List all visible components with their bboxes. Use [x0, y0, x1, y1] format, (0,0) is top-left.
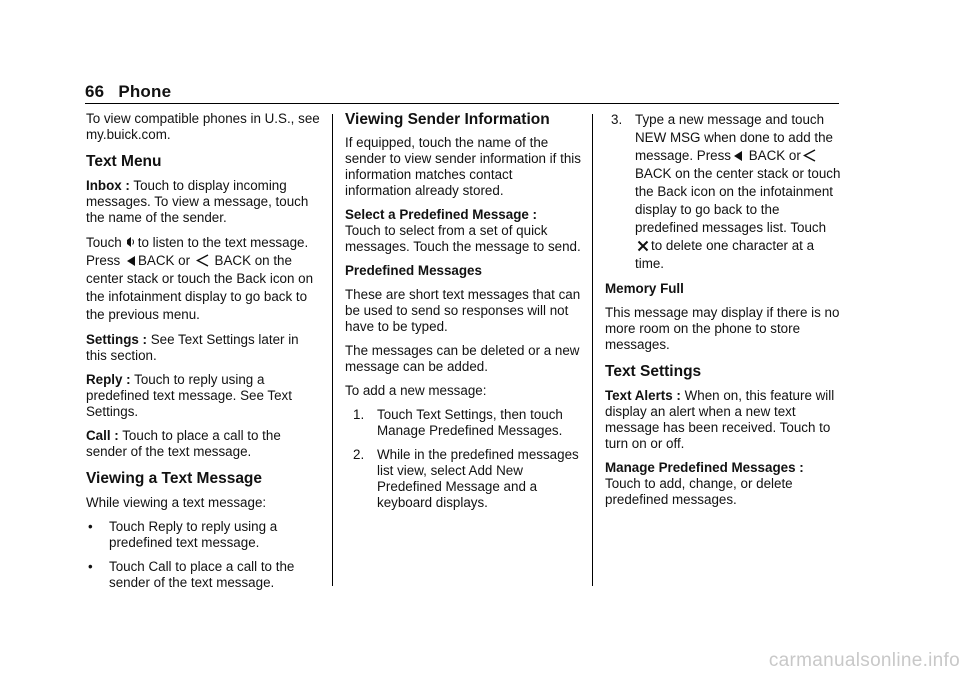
step-text: Touch Text Settings, then touch Manage Predefined Messages.: [377, 407, 563, 438]
column-1: [86, 111, 320, 599]
column-2: [345, 111, 581, 519]
predefined-paragraph-1: These are short text messages that can be used to send so responses will not have to be typed.: [345, 287, 581, 334]
manage-paragraph: [605, 460, 841, 508]
column-3: [605, 111, 841, 516]
back-chevron-icon: [803, 149, 816, 162]
step3-text-d: Touch: [790, 220, 827, 235]
step-text: While in the predefined messages list view, select Add New Predefined Message and a keyboard displays.: [377, 447, 579, 510]
inbox-listen-text: to listen to the text message. Press: [86, 235, 309, 268]
step-item: [605, 111, 841, 273]
bullet-item: [86, 519, 320, 551]
delete-x-icon: [637, 240, 649, 252]
alerts-text: When on, this feature will display an alert when a new text message has been received. Touch to turn on or off.: [605, 388, 835, 451]
select-text: Touch to select from a set of quick messages. Touch the message to send.: [345, 223, 581, 254]
heading-viewing-text-message: Viewing a Text Message: [86, 470, 263, 487]
settings-text: See Text Settings later in this section.: [86, 332, 299, 363]
predefined-label: Predefined Messages: [345, 263, 482, 278]
call-text: Touch to place a call to the sender of the text message.: [86, 428, 281, 459]
reply-text: Touch to reply using a predefined text message. See Text Settings.: [86, 372, 292, 419]
bullet-item: [86, 559, 320, 591]
inbox-continued-paragraph: [86, 234, 320, 324]
speaker-icon: [124, 235, 136, 249]
call-paragraph: [86, 428, 320, 460]
heading-text-menu: Text Menu: [86, 153, 162, 170]
step-item: [345, 407, 581, 439]
manage-label: Manage Predefined Messages :: [605, 460, 804, 475]
step3-text-a: Type a new message and touch NEW MSG when done to add the message. Press: [635, 112, 833, 163]
step-item: [345, 447, 581, 511]
column-divider-1: [332, 114, 333, 586]
select-paragraph: [345, 207, 581, 255]
step-number: 2.: [353, 447, 365, 462]
page-number: 66: [85, 82, 105, 101]
alerts-label: Text Alerts :: [605, 388, 681, 403]
watermark: carmanualsonline.info: [768, 650, 960, 671]
back-chevron-icon: [196, 254, 209, 267]
reply-paragraph: [86, 372, 320, 420]
step3-text-e: to delete one character at a time.: [635, 238, 815, 271]
header-rule: [85, 103, 839, 104]
column-divider-2: [592, 114, 593, 586]
page-header: [85, 82, 839, 102]
compat-paragraph: To view compatible phones in U.S., see my.buick.com.: [86, 111, 320, 142]
settings-paragraph: [86, 332, 320, 364]
select-label: Select a Predefined Message :: [345, 207, 538, 222]
add-intro: To add a new message:: [345, 383, 487, 398]
bullet-text: Touch Call to place a call to the sender of the text message.: [109, 559, 295, 590]
memory-full-label: Memory Full: [605, 281, 684, 296]
viewing-intro: While viewing a text message:: [86, 495, 267, 510]
call-label: Call :: [86, 428, 119, 443]
section-title: Phone: [118, 82, 172, 101]
heading-sender-information: Viewing Sender Information: [345, 111, 550, 128]
step-number: 1.: [353, 407, 365, 422]
inbox-back-text: BACK or: [137, 253, 191, 268]
inbox-label: Inbox :: [86, 178, 130, 193]
step3-text-b: BACK or: [748, 148, 801, 163]
reply-label: Reply :: [86, 372, 131, 387]
step3-text-c: BACK on the center stack or touch the Back icon on the infotainment display to go back to the predefined messages list.: [635, 166, 841, 235]
bullet-dot: •: [88, 519, 93, 534]
sender-paragraph: If equipped, touch the name of the sender to view sender information if this information matches contact information already stored.: [345, 135, 581, 198]
memory-full-paragraph: This message may display if there is no more room on the phone to store messages.: [605, 305, 840, 352]
inbox-touch-text: Touch: [86, 235, 122, 250]
step-number: 3.: [611, 112, 623, 127]
alerts-paragraph: [605, 388, 841, 452]
bullet-dot: •: [88, 559, 93, 574]
inbox-back-center-text: BACK on the center stack or touch the Back icon on the infotainment display to go back to the previous menu.: [86, 253, 314, 322]
heading-text-settings: Text Settings: [605, 363, 702, 380]
inbox-text: Touch to display incoming messages. To view a message, touch the name of the sender.: [86, 178, 309, 225]
bullet-text: Touch Reply to reply using a predefined text message.: [109, 519, 278, 550]
back-triangle-icon: [733, 150, 743, 162]
predefined-paragraph-2: The messages can be deleted or a new message can be added.: [345, 343, 580, 374]
manage-text: Touch to add, change, or delete predefined messages.: [605, 476, 793, 507]
inbox-paragraph: [86, 178, 320, 226]
settings-label: Settings :: [86, 332, 148, 347]
back-triangle-icon: [126, 255, 136, 267]
